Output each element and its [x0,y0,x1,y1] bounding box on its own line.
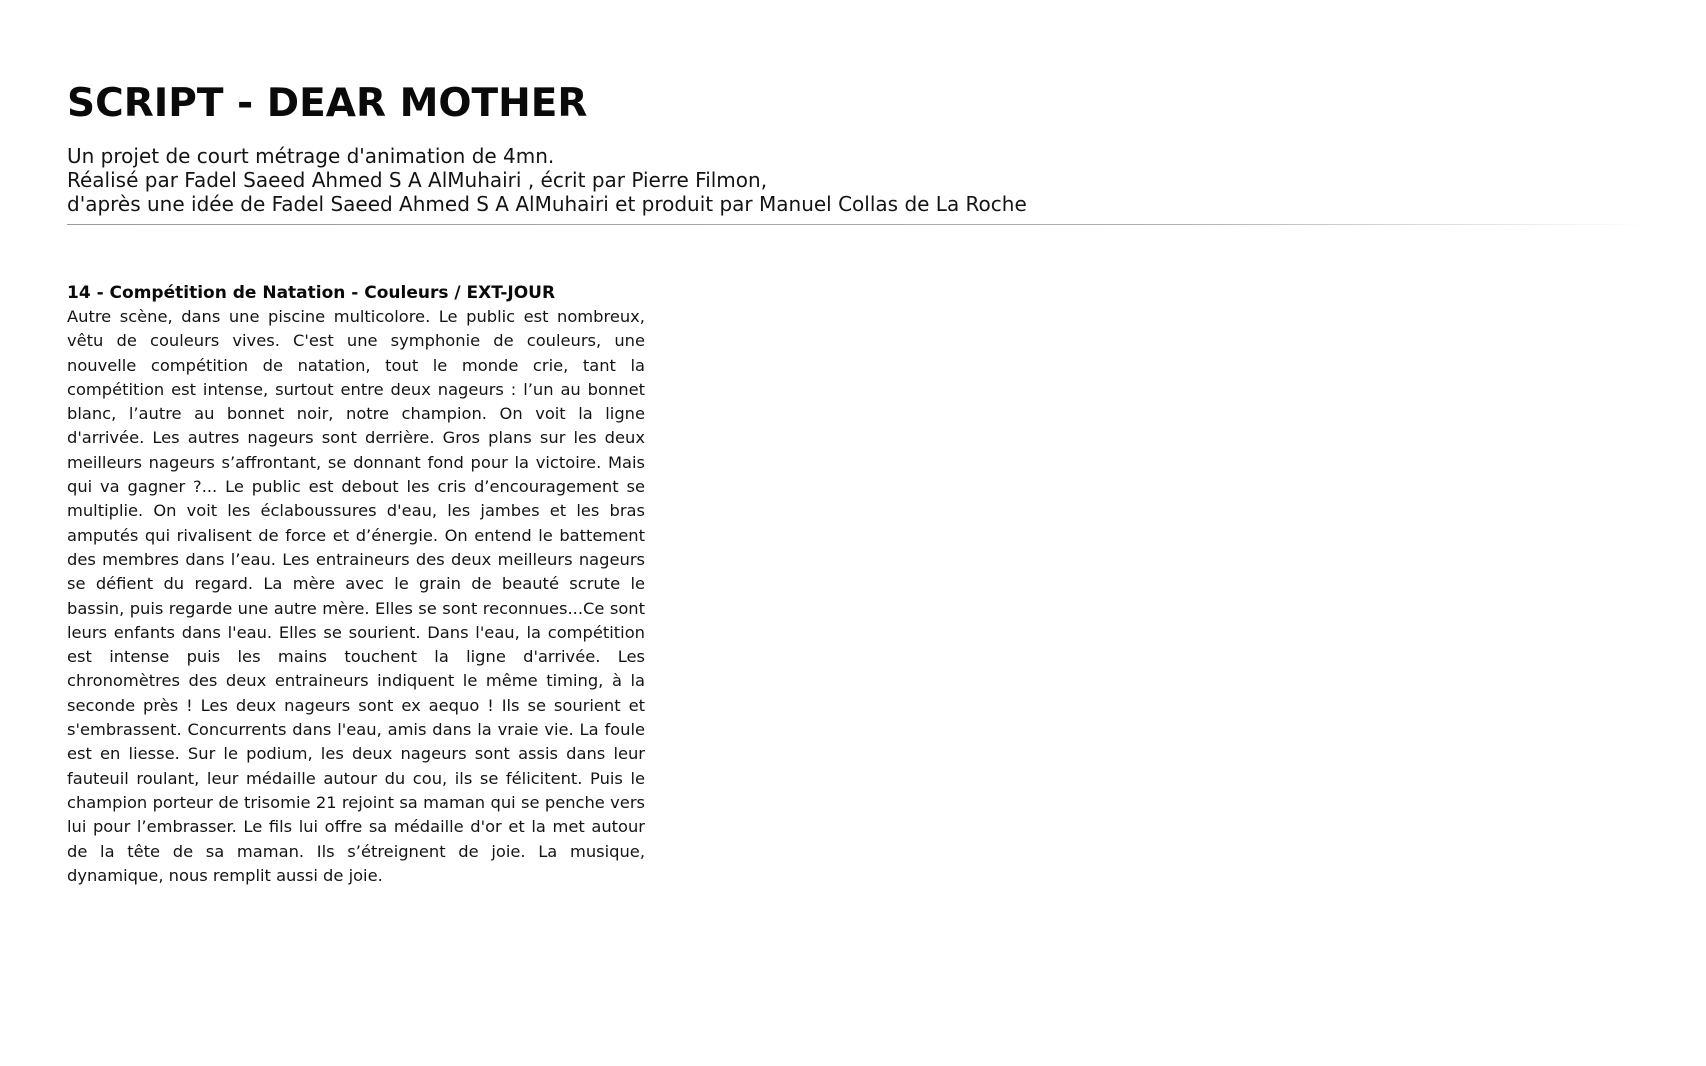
subtitle-line-credits: Réalisé par Fadel Saeed Ahmed S A AlMuhairi , écrit par Pierre Filmon, [67,168,768,192]
scene-block [67,281,645,888]
header-divider [67,224,1647,225]
document-header [67,78,1647,216]
subtitle-line-production: d'après une idée de Fadel Saeed Ahmed S A AlMuhairi et produit par Manuel Collas de La Roche [67,192,1027,216]
subtitle-line-project: Un projet de court métrage d'animation de 4mn. [67,144,555,168]
document-subtitle [67,144,1647,216]
document-title: SCRIPT - DEAR MOTHER [67,81,588,126]
scene-heading: 14 - Compétition de Natation - Couleurs / EXT-JOUR [67,283,556,303]
scene-description: Autre scène, dans une piscine multicolore. Le public est nombreux, vêtu de couleurs vives. C'est une symphonie de couleurs, une nouvelle compétition de natation, tout le monde crie, tant la compétition est intense, surtout entre deux nageurs : l’un au bonnet blanc, l’autre au bonnet noir, notre champion. On voit la ligne d'arrivée. Les autres nageurs sont derrière. Gros plans sur les deux meilleurs nageurs s’affrontant, se donnant fond pour la victoire. Mais qui va gagner ?... Le public est debout les cris d’encouragement se multiplie. On voit les éclaboussures d'eau, les jambes et les bras amputés qui rivalisent de force et d’énergie. On entend le battement des membres dans l’eau. Les entraineurs des deux meilleurs nageurs se défient du regard. La mère avec le grain de beauté scrute le bassin, puis regarde une autre mère. Elles se sont reconnues...Ce sont leurs enfants dans l'eau. Elles se sourient. Dans l'eau, la compétition est intense puis les mains touchent la ligne d'arrivée. Les chronomètres des deux entraineurs indiquent le même timing, à la seconde près ! Les deux nageurs sont ex aequo ! Ils se sourient et s'embrassent. Concurrents dans l'eau, amis dans la vraie vie. La foule est en liesse. Sur le podium, les deux nageurs sont assis dans leur fauteuil roulant, leur médaille autour du cou, ils se félicitent. Puis le champion porteur de trisomie 21 rejoint sa maman qui se penche vers lui pour l’embrasser. Le fils lui offre sa médaille d'or et la met autour de la tête de sa maman. Ils s’étreignent de joie. La musique, dynamique, nous remplit aussi de joie. [67,307,645,885]
